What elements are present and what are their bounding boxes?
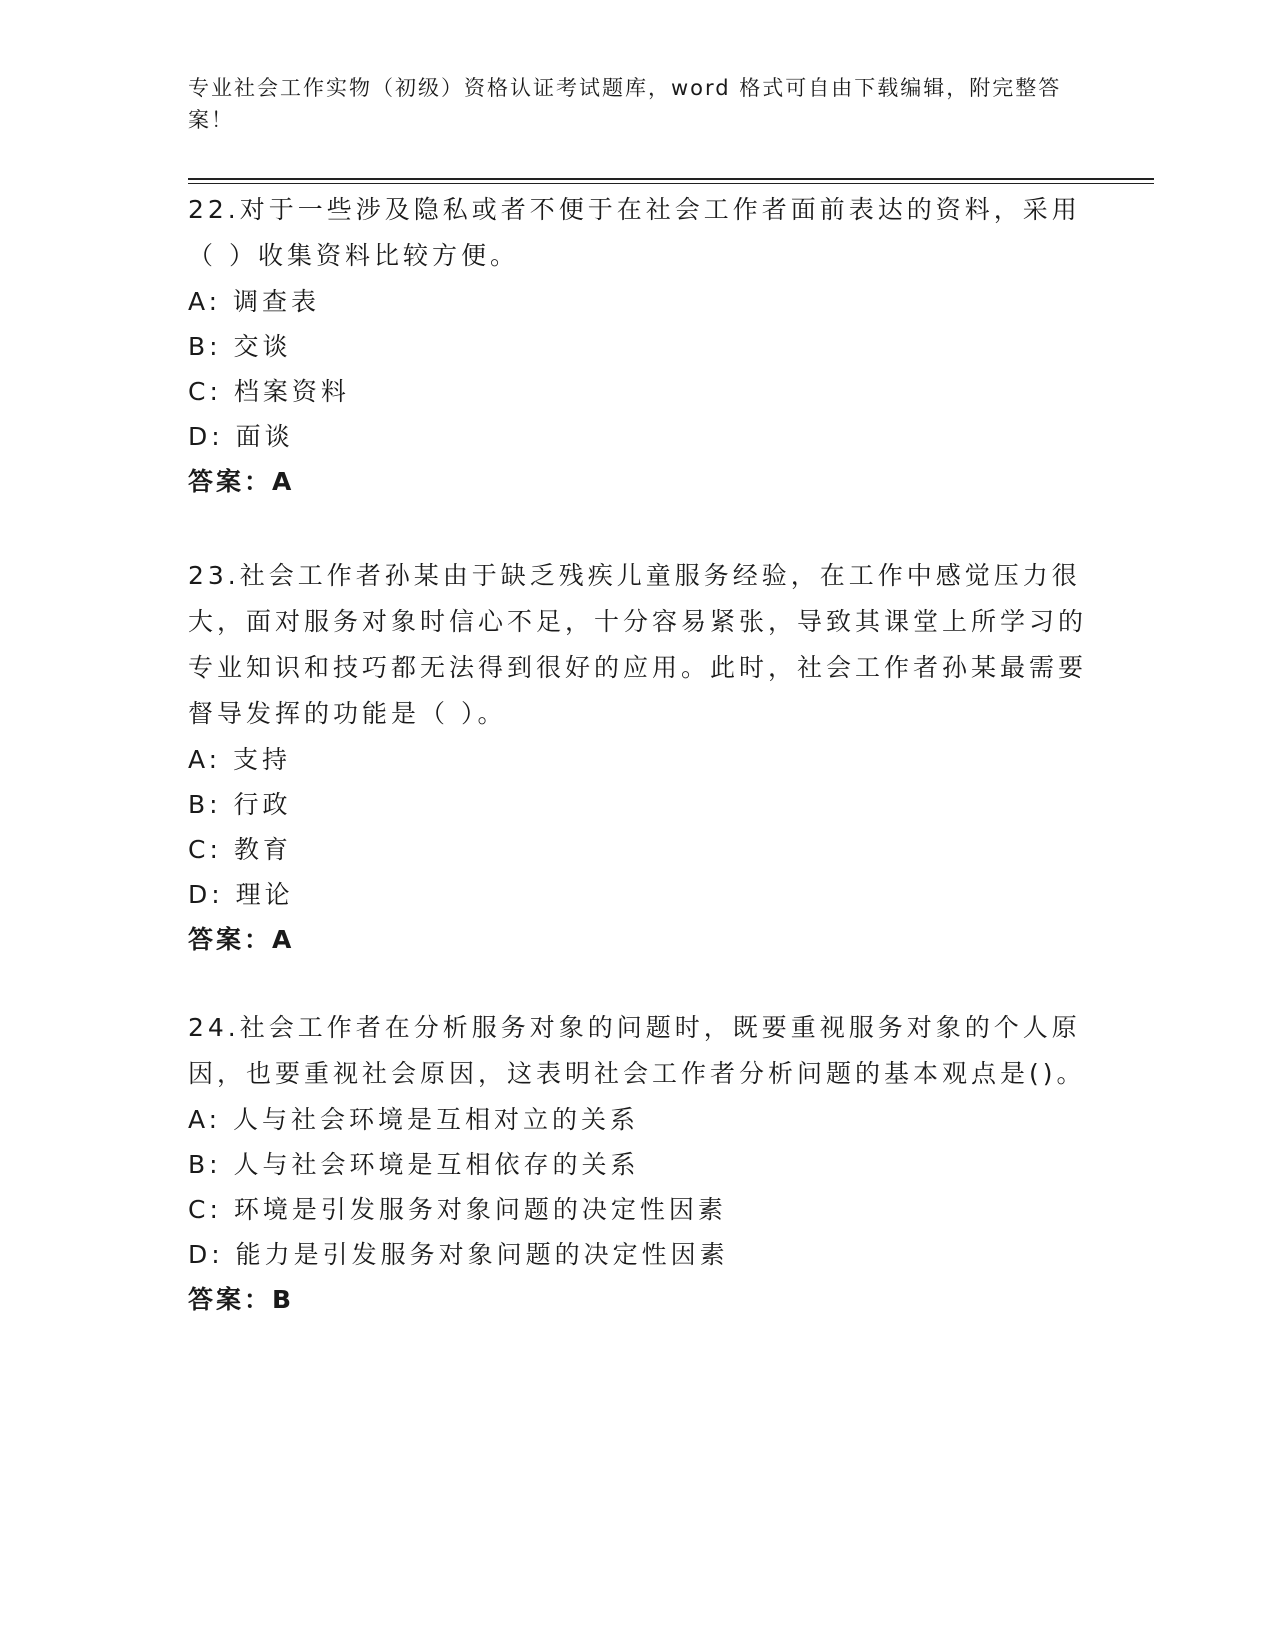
option-c: C: 环境是引发服务对象问题的决定性因素 [188,1195,727,1224]
question-22 [188,187,1088,505]
option-b: B: 交谈 [188,332,292,361]
question-stem: 24.社会工作者在分析服务对象的问题时，既要重视服务对象的个人原因，也要重视社会原因，这表明社会工作者分析问题的基本观点是()。 [188,1013,1086,1088]
option-d: D: 理论 [188,880,294,909]
answer: 答案：B [188,1285,295,1314]
option-a: A: 人与社会环境是互相对立的关系 [188,1105,640,1134]
option-a: A: 支持 [188,745,292,774]
header-divider-thick [188,178,1154,180]
option-b: B: 人与社会环境是互相依存的关系 [188,1150,640,1179]
option-b: B: 行政 [188,790,292,819]
question-24 [188,1005,1088,1323]
option-d: D: 能力是引发服务对象问题的决定性因素 [188,1240,729,1269]
question-23 [188,553,1088,963]
option-c: C: 档案资料 [188,377,350,406]
option-c: C: 教育 [188,835,292,864]
answer: 答案：A [188,925,295,954]
answer: 答案：A [188,467,295,496]
question-stem: 22.对于一些涉及隐私或者不便于在社会工作者面前表达的资料，采用（ ）收集资料比较方便。 [188,195,1081,270]
document-header: 专业社会工作实物（初级）资格认证考试题库，word 格式可自由下载编辑，附完整答案！ [188,76,1062,132]
header-divider-thin [188,183,1154,184]
option-d: D: 面谈 [188,422,294,451]
option-a: A: 调查表 [188,287,321,316]
question-stem: 23.社会工作者孙某由于缺乏残疾儿童服务经验，在工作中感觉压力很大，面对服务对象时信心不足，十分容易紧张，导致其课堂上所学习的专业知识和技巧都无法得到很好的应用。此时，社会工作者孙某最需要督导发挥的功能是（ ）。 [188,561,1088,728]
